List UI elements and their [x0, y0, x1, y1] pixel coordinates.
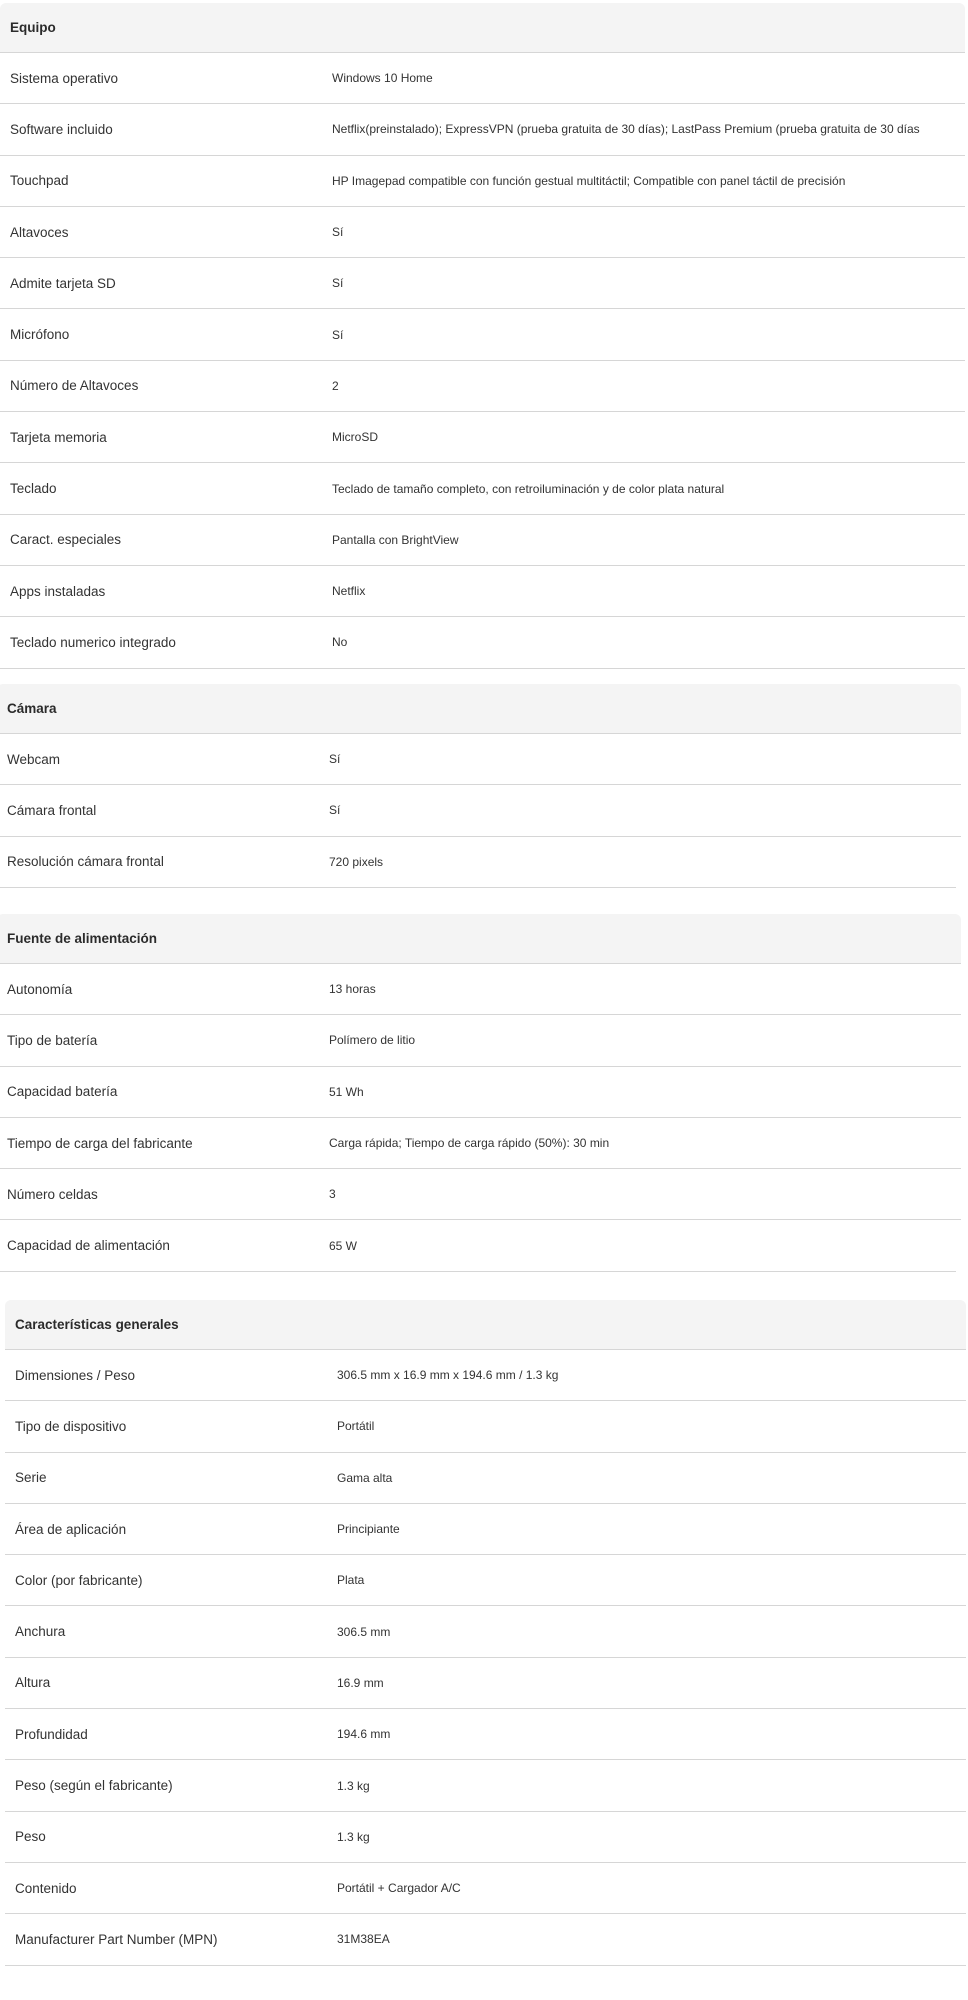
spec-label: Tipo de dispositivo: [15, 1418, 127, 1434]
spec-row: [0, 964, 961, 1015]
section-title: Características generales: [5, 1300, 966, 1350]
spec-label: Capacidad de alimentación: [7, 1238, 170, 1254]
spec-row: [5, 1709, 966, 1760]
spec-value: Sí: [332, 327, 344, 342]
spec-row: [0, 837, 956, 888]
spec-row: [0, 104, 965, 155]
spec-row: [5, 1914, 966, 1965]
spec-label: Touchpad: [10, 173, 69, 189]
spec-label: Tipo de batería: [7, 1032, 98, 1048]
spec-label: Peso (según el fabricante): [15, 1778, 173, 1794]
spec-value: MicroSD: [332, 430, 379, 445]
section-title: Equipo: [0, 3, 965, 53]
spec-row: [5, 1453, 966, 1504]
spec-value: 1.3 kg: [337, 1778, 370, 1793]
spec-value: No: [332, 635, 348, 650]
spec-value: 720 pixels: [329, 854, 384, 869]
spec-row: [0, 207, 965, 258]
spec-value: 2: [332, 378, 339, 393]
spec-row: [0, 785, 961, 836]
spec-value: 306.5 mm: [337, 1624, 391, 1639]
spec-value: Gama alta: [337, 1470, 393, 1485]
spec-value: Teclado de tamaño completo, con retroiluminación y de color plata natural: [332, 481, 725, 496]
spec-label: Webcam: [7, 751, 61, 767]
spec-value: 3: [329, 1187, 336, 1202]
section-equipo: [0, 3, 965, 669]
spec-label: Serie: [15, 1470, 47, 1486]
spec-label: Peso: [15, 1829, 46, 1845]
spec-label: Apps instaladas: [10, 583, 106, 599]
spec-value: 16.9 mm: [337, 1675, 384, 1690]
spec-row: [0, 1220, 956, 1271]
spec-label: Resolución cámara frontal: [7, 854, 164, 870]
spec-row: [5, 1555, 966, 1606]
spec-label: Altura: [15, 1675, 51, 1691]
spec-value: Sí: [329, 752, 341, 767]
spec-value: Sí: [329, 803, 341, 818]
spec-row: [0, 1067, 961, 1118]
spec-row: [0, 258, 965, 309]
spec-label: Área de aplicación: [15, 1521, 127, 1537]
spec-value: Pantalla con BrightView: [332, 532, 459, 547]
spec-label: Capacidad batería: [7, 1084, 118, 1100]
spec-label: Cámara frontal: [7, 802, 97, 818]
spec-value: 306.5 mm x 16.9 mm x 194.6 mm / 1.3 kg: [337, 1368, 559, 1383]
spec-row: [0, 53, 965, 104]
spec-value: HP Imagepad compatible con función gestual multitáctil; Compatible con panel táctil de precisión: [332, 173, 846, 188]
spec-row: [5, 1504, 966, 1555]
spec-value: Principiante: [337, 1522, 400, 1537]
section-fuente-alimentacion: [0, 914, 961, 1272]
spec-row: [5, 1812, 966, 1863]
spec-value: 51 Wh: [329, 1084, 364, 1099]
spec-row: [0, 617, 965, 668]
spec-row: [0, 1118, 961, 1169]
spec-row: [0, 309, 965, 360]
spec-row: [5, 1863, 966, 1914]
spec-row: [5, 1606, 966, 1657]
spec-row: [0, 515, 965, 566]
spec-label: Contenido: [15, 1880, 77, 1896]
spec-label: Autonomía: [7, 981, 73, 997]
spec-value: Sí: [332, 225, 344, 240]
spec-row: [0, 1015, 961, 1066]
spec-label: Teclado: [10, 481, 57, 497]
spec-label: Caract. especiales: [10, 532, 122, 548]
spec-row: [0, 1169, 961, 1220]
spec-label: Dimensiones / Peso: [15, 1367, 136, 1383]
spec-label: Micrófono: [10, 327, 70, 343]
spec-label: Anchura: [15, 1624, 66, 1640]
spec-row: [5, 1658, 966, 1709]
spec-value: 13 horas: [329, 982, 376, 997]
spec-row: [0, 463, 965, 514]
spec-value: Netflix: [332, 584, 366, 599]
spec-row: [0, 156, 965, 207]
spec-value: Carga rápida; Tiempo de carga rápido (50%): 30 min: [329, 1136, 610, 1151]
spec-label: Sistema operativo: [10, 70, 119, 86]
section-title: Cámara: [0, 684, 961, 734]
spec-row: [0, 734, 961, 785]
spec-label: Manufacturer Part Number (MPN): [15, 1931, 218, 1947]
spec-row: [5, 1760, 966, 1811]
spec-value: 1.3 kg: [337, 1829, 370, 1844]
spec-value: 65 W: [329, 1238, 358, 1253]
spec-row: [5, 1401, 966, 1452]
spec-label: Número celdas: [7, 1186, 98, 1202]
spec-value: Sí: [332, 276, 344, 291]
section-camara: [0, 684, 961, 888]
spec-label: Software incluido: [10, 121, 113, 137]
spec-label: Tarjeta memoria: [10, 429, 107, 445]
spec-label: Profundidad: [15, 1726, 88, 1742]
spec-label: Color (por fabricante): [15, 1572, 143, 1588]
spec-row: [0, 361, 965, 412]
spec-row: [5, 1350, 966, 1401]
spec-value: Portátil: [337, 1419, 375, 1434]
spec-label: Tiempo de carga del fabricante: [7, 1135, 193, 1151]
spec-label: Teclado numerico integrado: [10, 634, 176, 650]
spec-label: Admite tarjeta SD: [10, 275, 116, 291]
spec-label: Número de Altavoces: [10, 378, 139, 394]
spec-value: 31M38EA: [337, 1932, 390, 1947]
spec-row: [0, 566, 965, 617]
spec-value: Windows 10 Home: [332, 71, 433, 86]
section-title: Fuente de alimentación: [0, 914, 961, 964]
spec-value: Plata: [337, 1573, 365, 1588]
spec-label: Altavoces: [10, 224, 69, 240]
spec-value: 194.6 mm: [337, 1727, 391, 1742]
spec-value: Polímero de litio: [329, 1033, 416, 1048]
spec-value: Netflix(preinstalado); ExpressVPN (prueba gratuita de 30 días); LastPass Premium (prueba gratuita de 30 días: [332, 122, 920, 137]
spec-row: [0, 412, 965, 463]
spec-value: Portátil + Cargador A/C: [337, 1881, 461, 1896]
section-caracteristicas-generales: [5, 1300, 966, 1966]
